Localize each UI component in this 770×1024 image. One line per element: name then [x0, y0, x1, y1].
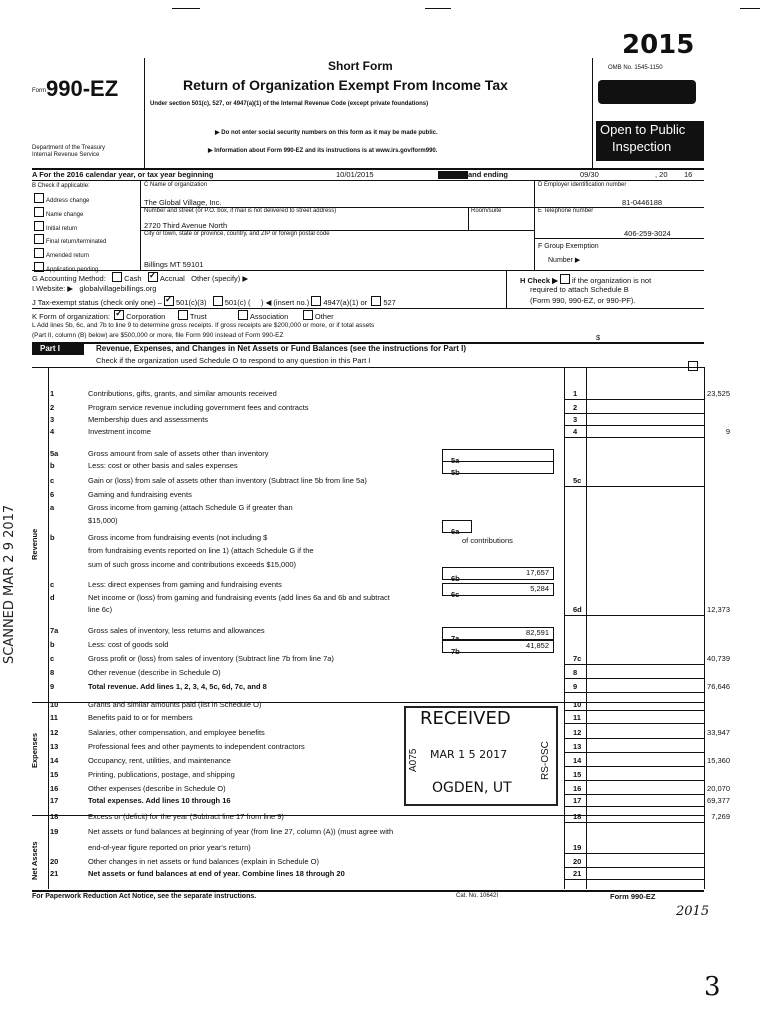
- inline-6b[interactable]: 6b 17,657: [442, 567, 554, 580]
- name-change-checkbox[interactable]: [34, 207, 44, 217]
- line-number: 11: [50, 713, 58, 722]
- part1-line-row: [32, 532, 702, 543]
- line-column-ref: 4: [573, 427, 578, 436]
- ein-value[interactable]: 81-0446188: [622, 198, 663, 207]
- line-label: Printing, publications, postage, and shipping: [88, 770, 235, 779]
- part1-line-row: [32, 783, 730, 794]
- line-a-label: A For the 2016 calendar year, or tax year beginning: [32, 170, 214, 179]
- line-column-ref: 6d: [573, 605, 582, 614]
- part1-line-row: [32, 460, 702, 471]
- check-applicable-list: [34, 193, 106, 276]
- line-l-dollar: $: [596, 333, 601, 342]
- h-line-2: required to attach Schedule B: [530, 285, 629, 294]
- line-label: Professional fees and other payments to independent contractors: [88, 742, 305, 751]
- part1-line-row: [32, 755, 730, 766]
- line-label: Net assets or fund balances at end of year. Combine lines 18 through 20: [88, 869, 345, 878]
- street-label: Number and street (or P.O. box, if mail is not delivered to street address): [144, 208, 337, 214]
- info-line: ▶ Information about Form 990-EZ and its instructions is at www.irs.gov/form990.: [208, 148, 438, 154]
- line-amount[interactable]: 76,646: [707, 682, 730, 691]
- footer-form: Form 990-EZ: [610, 892, 656, 901]
- ssn-warning: ▶ Do not enter social security numbers on this form as it may be made public.: [215, 130, 438, 136]
- line-label: Other expenses (describe in Schedule O): [88, 784, 226, 793]
- line-number: c: [50, 580, 55, 589]
- trust-checkbox[interactable]: [178, 310, 188, 320]
- amount-underline: [564, 664, 704, 665]
- h-line-1: H Check ▶ if the organization is not: [520, 276, 652, 285]
- line-amount[interactable]: 12,373: [707, 605, 730, 614]
- line-number: b: [50, 640, 55, 649]
- part1-line-row: [32, 699, 702, 710]
- amount-underline: [564, 678, 704, 679]
- tax-exempt-row: J Tax-exempt status (check only one) – ✓ 501(c)(3) 501(c) ( ) ◀ (insert no.) 4947(a)(1) or 527: [32, 296, 396, 307]
- b-item: Application pending: [34, 262, 106, 276]
- line-label: Gross profit or (loss) from sales of inventory (Subtract line 7b from line 7a): [88, 654, 334, 663]
- part1-line-row: [32, 426, 730, 437]
- line-number: 1: [50, 389, 55, 398]
- ein-label: D Employer identification number: [538, 182, 627, 188]
- page-mark: 3: [704, 972, 721, 1002]
- inline-6b-amount: 17,657: [526, 568, 549, 577]
- amount-underline: [564, 780, 704, 781]
- line-number: 19: [50, 827, 59, 836]
- form-of-org-row: K Form of organization: ✓ Corporation Trust Association Other: [32, 310, 334, 321]
- org-name[interactable]: The Global Village, Inc.: [144, 198, 222, 207]
- side-label-revenue: Revenue: [30, 528, 39, 560]
- line-label: Grants and similar amounts paid (list in Schedule O): [88, 700, 262, 709]
- line-label: Gross sales of inventory, less returns and allowances: [88, 626, 265, 635]
- line-column-ref: 14: [573, 756, 582, 765]
- header-divider: [144, 58, 145, 170]
- line-label: Less: direct expenses from gaming and fundraising events: [88, 580, 282, 589]
- inline-5a[interactable]: 5a: [442, 449, 554, 462]
- amount-underline: [564, 766, 704, 767]
- website-row: I Website: ▶ globalvillagebillings.org: [32, 284, 157, 293]
- scan-mark: [740, 8, 760, 9]
- header-divider-right: [592, 58, 593, 170]
- association-checkbox[interactable]: [238, 310, 248, 320]
- paperwork-notice: For Paperwork Reduction Act Notice, see the separate instructions.: [32, 893, 257, 900]
- line-column-ref: 18: [573, 812, 582, 821]
- rule: [32, 890, 704, 892]
- final-return-checkbox[interactable]: [34, 234, 44, 244]
- amount-underline: [564, 752, 704, 753]
- received-stamp: [404, 706, 558, 806]
- rule: [32, 270, 704, 271]
- line-column-ref: 2: [573, 403, 578, 412]
- line-number: 21: [50, 869, 59, 878]
- line-column-ref: 19: [573, 843, 582, 852]
- part1-line-row: [32, 868, 702, 879]
- part1-line-row: [32, 681, 730, 692]
- line-label: Total revenue. Add lines 1, 2, 3, 4, 5c, 6d, 7c, and 8: [88, 682, 267, 691]
- line-column-ref: 1: [573, 389, 578, 398]
- cat-number: Cat. No. 10642I: [456, 893, 499, 899]
- line-amount[interactable]: 15,360: [707, 756, 730, 765]
- line-label: Excess or (deficit) for the year (Subtract line 17 from line 9): [88, 812, 284, 821]
- corporation-checkbox[interactable]: [114, 310, 124, 320]
- redaction-block: [598, 80, 696, 104]
- schedule-o-checkbox[interactable]: [688, 357, 700, 375]
- open-public-2: Inspection: [612, 139, 672, 154]
- rule: [32, 367, 704, 368]
- short-form-label: Short Form: [328, 59, 393, 73]
- redaction-small: [438, 171, 468, 179]
- footer-handwritten-year: 2015: [676, 904, 710, 919]
- address-change-checkbox[interactable]: [34, 193, 44, 203]
- org-name-label: C Name of organization: [144, 182, 208, 188]
- line-number: 13: [50, 742, 59, 751]
- line-number: 15: [50, 770, 59, 779]
- b-item: Name change: [34, 207, 106, 221]
- amount-underline: [564, 853, 704, 854]
- and-ending-label: and ending: [468, 170, 508, 179]
- part1-line-row: [32, 475, 702, 486]
- part1-line-row: [32, 625, 702, 636]
- amount-underline: [564, 723, 704, 724]
- line-column-ref: 10: [573, 700, 582, 709]
- line-label: Other changes in net assets or fund balances (explain in Schedule O): [88, 857, 319, 866]
- b-item: Amended return: [34, 248, 106, 262]
- open-public-1: Open to Public: [600, 122, 686, 137]
- room-label: Room/suite: [471, 208, 502, 214]
- 501c3-checkbox[interactable]: [164, 296, 174, 306]
- line-number: 9: [50, 682, 55, 691]
- tax-year-end: 09/30: [580, 170, 599, 179]
- amount-underline: [564, 879, 704, 880]
- scan-mark: [425, 8, 451, 9]
- line-l-1: L Add lines 5b, 6c, and 7b to line 9 to determine gross receipts. If gross receipts are $200,000 or more, or if total assets: [32, 322, 375, 329]
- part1-line-row: [32, 712, 702, 723]
- line-column-ref: 9: [573, 682, 578, 691]
- line-label: Less: cost or other basis and sales expenses: [88, 461, 238, 470]
- line-amount[interactable]: 69,377: [707, 796, 730, 805]
- part1-line-row: [32, 448, 702, 459]
- part1-line-row: [32, 811, 730, 822]
- line-label: Contributions, gifts, grants, and similar amounts received: [88, 389, 277, 398]
- line-label: sum of such gross income and contributions exceeds $15,000): [88, 560, 297, 569]
- h-line-3: (Form 990, 990-EZ, or 990-PF).: [530, 296, 636, 305]
- line-amount[interactable]: 33,947: [707, 728, 730, 737]
- line-label: Program service revenue including government fees and contracts: [88, 403, 309, 412]
- line-amount[interactable]: 9: [725, 427, 730, 436]
- schedule-b-checkbox[interactable]: [560, 274, 570, 284]
- line-number: 12: [50, 728, 59, 737]
- form-prefix: Form: [32, 88, 46, 94]
- year-prefix: , 20: [655, 170, 668, 179]
- amount-underline: [564, 710, 704, 711]
- line-column-ref: 20: [573, 857, 582, 866]
- part-tag: Part I: [40, 344, 61, 353]
- initial-return-checkbox[interactable]: [34, 221, 44, 231]
- line-number: a: [50, 503, 55, 512]
- line-number: 20: [50, 857, 59, 866]
- line-number: d: [50, 593, 55, 602]
- line-amount[interactable]: 20,070: [707, 784, 730, 793]
- b-item: Final return/terminated: [34, 234, 106, 248]
- line-amount[interactable]: 23,525: [707, 389, 730, 398]
- line-label: Net income or (loss) from gaming and fundraising events (add lines 6a and 6b and subtract: [88, 593, 390, 602]
- dept-treasury: Department of the Treasury: [32, 145, 106, 151]
- part1-line-row: [32, 402, 702, 413]
- inline-5b[interactable]: 5b: [442, 461, 554, 474]
- tax-year-begin: 10/01/2015: [336, 170, 374, 179]
- of-contributions: of contributions: [462, 536, 513, 545]
- amount-underline: [564, 692, 704, 693]
- line-column-ref: 3: [573, 415, 578, 424]
- line-number: 17: [50, 796, 59, 805]
- line-number: 7a: [50, 626, 59, 635]
- amount-underline: [564, 822, 704, 823]
- inline-7a[interactable]: 7a 82,591: [442, 627, 554, 640]
- line-label: Total expenses. Add lines 10 through 16: [88, 796, 231, 805]
- street-address[interactable]: 2720 Third Avenue North: [144, 221, 228, 230]
- line-column-ref: 5c: [573, 476, 582, 485]
- line-number: 4: [50, 427, 55, 436]
- line-number: b: [50, 461, 55, 470]
- line-amount[interactable]: 40,739: [707, 654, 730, 663]
- part1-line-row: [32, 769, 702, 780]
- amount-underline: [564, 486, 704, 487]
- line-label: Gross income from gaming (attach Schedule G if greater than: [88, 503, 293, 512]
- line-number: b: [50, 533, 55, 542]
- rule-v: [468, 207, 469, 230]
- stamp-date: MAR 1 5 2017: [430, 748, 508, 761]
- stamp-city: OGDEN, UT: [432, 780, 512, 796]
- line-number: c: [50, 654, 55, 663]
- line-label: $15,000): [88, 516, 118, 525]
- line-column-ref: 12: [573, 728, 582, 737]
- inline-6a[interactable]: 6a: [442, 520, 472, 533]
- part1-line-row: [32, 826, 702, 837]
- part1-line-row: [32, 639, 702, 650]
- line-label: Gaming and fundraising events: [88, 490, 192, 499]
- part1-line-row: [32, 727, 730, 738]
- part1-line-row: [32, 545, 702, 556]
- line-column-ref: 7c: [573, 654, 582, 663]
- part1-line-row: [32, 795, 730, 806]
- part1-line-row: [32, 604, 730, 615]
- part1-line-row: [32, 856, 702, 867]
- scan-mark: [172, 8, 200, 9]
- part1-line-row: [32, 741, 702, 752]
- line-column-ref: 17: [573, 796, 582, 805]
- part1-line-row: [32, 653, 730, 664]
- amount-underline: [564, 437, 704, 438]
- line-number: 5a: [50, 449, 59, 458]
- schedule-o-check: Check if the organization used Schedule O to respond to any question in this Part I: [96, 356, 371, 365]
- inline-7b[interactable]: 7b 41,852: [442, 640, 554, 653]
- line-label: Gain or (loss) from sale of assets other than inventory (Subtract line 5b from line 5a): [88, 476, 367, 485]
- cash-checkbox[interactable]: [112, 272, 122, 282]
- phone-label: E Telephone number: [538, 208, 594, 214]
- other-checkbox[interactable]: [303, 310, 313, 320]
- line-number: 10: [50, 700, 59, 709]
- line-column-ref: 8: [573, 668, 578, 677]
- scanned-stamp: SCANNED MAR 2 9 2017: [2, 504, 17, 664]
- line-label: Gross income from fundraising events (not including $: [88, 533, 268, 542]
- part1-line-row: [32, 515, 702, 526]
- part1-line-row: [32, 388, 730, 399]
- stamp-left-code: A075: [408, 748, 419, 772]
- handwritten-year: 2015: [622, 30, 695, 60]
- stamp-right-code: RS-OSC: [540, 741, 551, 780]
- rule: [32, 180, 704, 181]
- city-state-zip[interactable]: Billings MT 59101: [144, 260, 204, 269]
- line-label: line 6c): [88, 605, 113, 614]
- accrual-checkbox[interactable]: [148, 272, 158, 282]
- inline-7a-amount: 82,591: [526, 628, 549, 637]
- line-number: 18: [50, 812, 59, 821]
- rule: [32, 308, 704, 309]
- side-label-net-assets: Net Assets: [30, 841, 39, 880]
- under-section: Under section 501(c), 527, or 4947(a)(1) of the Internal Revenue Code (except private foundations): [150, 101, 429, 107]
- line-label: Occupancy, rent, utilities, and maintenance: [88, 756, 231, 765]
- line-column-ref: 15: [573, 770, 582, 779]
- line-column-ref: 21: [573, 869, 582, 878]
- rule: [534, 238, 704, 239]
- group-number-label: Number ▶: [548, 257, 581, 264]
- part1-line-row: [32, 842, 702, 853]
- rule-v: [534, 180, 535, 270]
- side-label-expenses: Expenses: [30, 732, 39, 768]
- part1-line-row: [32, 502, 702, 513]
- line-label: Benefits paid to or for members: [88, 713, 193, 722]
- line-column-ref: 13: [573, 742, 582, 751]
- line-label: from fundraising events reported on line 1) (attach Schedule G if the: [88, 546, 314, 555]
- line-number: 2: [50, 403, 55, 412]
- rule-v: [140, 180, 141, 270]
- amount-underline: [564, 615, 704, 616]
- 4947-checkbox[interactable]: [311, 296, 321, 306]
- line-number: 16: [50, 784, 59, 793]
- form-number: 990-EZ: [46, 76, 119, 101]
- part1-line-row: [32, 667, 702, 678]
- amount-underline: [564, 738, 704, 739]
- amount-underline: [564, 806, 704, 807]
- stamp-received: RECEIVED: [420, 708, 511, 729]
- dept-irs: Internal Revenue Service: [32, 152, 100, 158]
- line-label: Net assets or fund balances at beginning of year (from line 27, column (A)) (must agree with: [88, 827, 394, 836]
- line-number: 6: [50, 490, 55, 499]
- b-item: Initial return: [34, 221, 106, 235]
- tax-year-end-year: 16: [684, 170, 693, 179]
- part1-line-row: [32, 592, 702, 603]
- omb-number: OMB No. 1545-1150: [608, 65, 663, 71]
- inline-7b-amount: 41,852: [526, 641, 549, 650]
- line-column-ref: 16: [573, 784, 582, 793]
- amended-return-checkbox[interactable]: [34, 248, 44, 258]
- inline-6c[interactable]: 6c 5,284: [442, 583, 554, 596]
- rule-v: [506, 270, 507, 308]
- line-label: Gross amount from sale of assets other than inventory: [88, 449, 269, 458]
- line-number: 8: [50, 668, 55, 677]
- city-label: City or town, state or province, country, and ZIP or foreign postal code: [144, 231, 330, 237]
- 501c-checkbox[interactable]: [213, 296, 223, 306]
- part1-line-row: [32, 559, 702, 570]
- line-number: 14: [50, 756, 59, 765]
- part1-line-row: [32, 414, 702, 425]
- amount-underline: [564, 399, 704, 400]
- group-exemption-label: F Group Exemption: [538, 243, 599, 250]
- line-label: Less: cost of goods sold: [88, 640, 169, 649]
- b-item: Address change: [34, 193, 106, 207]
- line-number: c: [50, 476, 55, 485]
- line-label: Other revenue (describe in Schedule O): [88, 668, 221, 677]
- line-label: Investment income: [88, 427, 151, 436]
- check-applicable-label: B Check if applicable:: [32, 183, 90, 189]
- line-label: Membership dues and assessments: [88, 415, 209, 424]
- line-label: end-of-year figure reported on prior year's return): [88, 843, 251, 852]
- accounting-method-row: G Accounting Method: Cash ✓ Accrual Other (specify) ▶: [32, 272, 248, 283]
- form-title: Return of Organization Exempt From Income Tax: [183, 77, 508, 93]
- line-label: Salaries, other compensation, and employee benefits: [88, 728, 265, 737]
- inline-6c-amount: 5,284: [530, 584, 549, 593]
- line-amount[interactable]: 7,269: [711, 812, 730, 821]
- part1-line-row: [32, 489, 702, 500]
- part-title: Revenue, Expenses, and Changes in Net Assets or Fund Balances (see the instructions for Part I): [96, 344, 467, 353]
- line-number: 3: [50, 415, 55, 424]
- phone-value[interactable]: 406-259-3024: [624, 229, 671, 238]
- line-l-2: (Part II, column (B) below) are $500,000 or more, file Form 990 instead of Form 990-EZ: [32, 332, 284, 339]
- 527-checkbox[interactable]: [371, 296, 381, 306]
- part1-line-row: [32, 579, 702, 590]
- website-value[interactable]: globalvillagebillings.org: [79, 284, 157, 293]
- line-column-ref: 11: [573, 713, 581, 722]
